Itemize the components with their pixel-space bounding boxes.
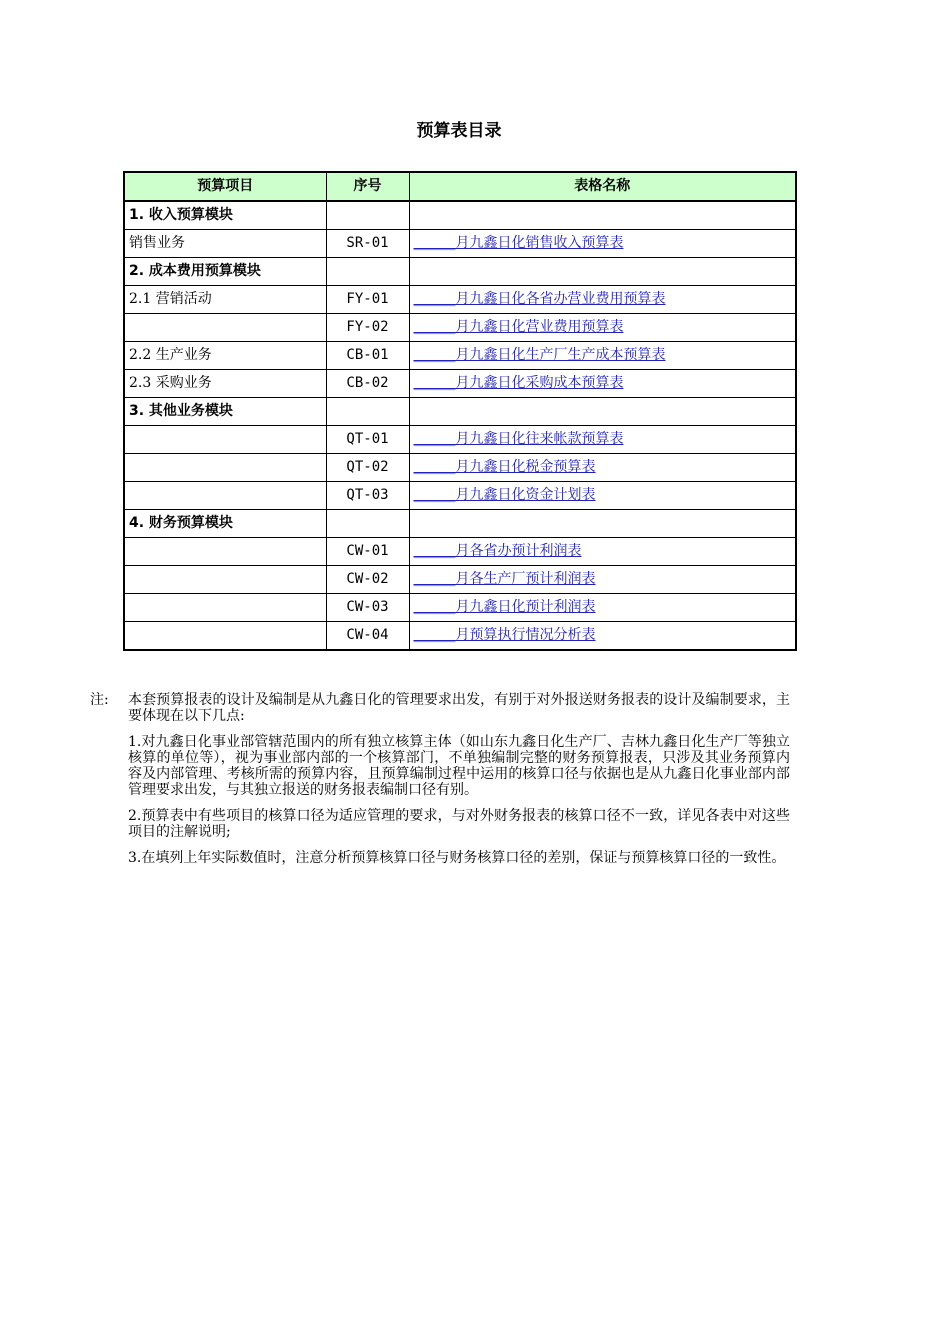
- notes-body: [128, 692, 790, 866]
- sheet-link[interactable]: [414, 571, 596, 587]
- sheet-name-cell: [409, 510, 796, 538]
- item-label: 2.1 营销活动: [124, 286, 326, 314]
- module-title: 4. 财务预算模块: [124, 510, 326, 538]
- table-row: [124, 566, 796, 594]
- table-row: [124, 286, 796, 314]
- table-row: [124, 482, 796, 510]
- item-label: 2.2 生产业务: [124, 342, 326, 370]
- sheet-name-cell: [409, 454, 796, 482]
- link-blank-prefix: ______: [413, 319, 456, 335]
- notes-point: 3.在填列上年实际数值时，注意分析预算核算口径与财务核算口径的差别，保证与预算核算口径的一致性。: [128, 850, 786, 866]
- link-blank-prefix: ______: [413, 543, 456, 559]
- link-blank-prefix: ______: [413, 291, 456, 307]
- budget-index-table: [123, 171, 797, 651]
- table-row: [124, 538, 796, 566]
- item-code: CW-03: [326, 594, 409, 622]
- item-code: CW-02: [326, 566, 409, 594]
- header-item: 预算项目: [124, 172, 326, 201]
- item-code: FY-02: [326, 314, 409, 342]
- item-code: CW-01: [326, 538, 409, 566]
- item-label: [124, 594, 326, 622]
- sheet-name-cell: [409, 201, 796, 230]
- notes-intro: 本套预算报表的设计及编制是从九鑫日化的管理要求出发，有别于对外报送财务报表的设计及编制要求，主要体现在以下几点:: [128, 692, 790, 724]
- module-row: [124, 258, 796, 286]
- item-code: [326, 398, 409, 426]
- table-row: [124, 594, 796, 622]
- sheet-link[interactable]: [414, 375, 624, 391]
- sheet-link[interactable]: [414, 599, 596, 615]
- item-code: CB-02: [326, 370, 409, 398]
- sheet-name-cell: [409, 258, 796, 286]
- sheet-link[interactable]: [414, 543, 582, 559]
- table-row: [124, 342, 796, 370]
- sheet-link-label: 月九鑫日化税金预算表: [455, 459, 596, 475]
- item-label: [124, 566, 326, 594]
- item-label: 2.3 采购业务: [124, 370, 326, 398]
- sheet-link-label: 月九鑫日化预计利润表: [455, 599, 596, 615]
- sheet-name-cell: [409, 398, 796, 426]
- notes-label: 注:: [90, 692, 109, 708]
- item-code: QT-03: [326, 482, 409, 510]
- table-row: [124, 370, 796, 398]
- table-row: [124, 230, 796, 258]
- sheet-link-label: 月九鑫日化各省办营业费用预算表: [455, 291, 666, 307]
- page-title: 预算表目录: [416, 121, 502, 141]
- item-code: [326, 201, 409, 230]
- sheet-name-cell: [409, 370, 796, 398]
- sheet-link-label: 月九鑫日化采购成本预算表: [455, 375, 624, 391]
- link-blank-prefix: ______: [413, 459, 456, 475]
- notes-point: 1.对九鑫日化事业部管辖范围内的所有独立核算主体（如山东九鑫日化生产厂、吉林九鑫日化生产厂等独立核算的单位等），视为事业部内部的一个核算部门，不单独编制完整的财务预算报表，只涉及其业务预算内容及内部管理、考核所需的预算内容，且预算编制过程中运用的核算口径与依据也是从九鑫日化事业部内部管理要求出发，与其独立报送的财务报表编制口径有别。: [128, 734, 790, 798]
- table-row: [124, 426, 796, 454]
- item-code: CW-04: [326, 622, 409, 651]
- sheet-name-cell: [409, 594, 796, 622]
- sheet-name-cell: [409, 426, 796, 454]
- table-row: [124, 454, 796, 482]
- sheet-name-cell: [409, 538, 796, 566]
- item-code: SR-01: [326, 230, 409, 258]
- notes-point: 2.预算表中有些项目的核算口径为适应管理的要求，与对外财务报表的核算口径不一致，详见各表中对这些项目的注解说明;: [128, 808, 790, 840]
- sheet-link[interactable]: [414, 487, 596, 503]
- item-label: [124, 482, 326, 510]
- sheet-link-label: 月九鑫日化生产厂生产成本预算表: [455, 347, 666, 363]
- link-blank-prefix: ______: [413, 235, 456, 251]
- item-code: [326, 510, 409, 538]
- link-blank-prefix: ______: [413, 347, 456, 363]
- sheet-name-cell: [409, 314, 796, 342]
- module-row: [124, 398, 796, 426]
- header-code: 序号: [326, 172, 409, 201]
- sheet-link-label: 月九鑫日化销售收入预算表: [455, 235, 624, 251]
- sheet-name-cell: [409, 286, 796, 314]
- sheet-link[interactable]: [414, 431, 624, 447]
- sheet-link-label: 月九鑫日化资金计划表: [455, 487, 596, 503]
- sheet-link[interactable]: [414, 459, 596, 475]
- link-blank-prefix: ______: [413, 431, 456, 447]
- notes-section: [90, 692, 790, 876]
- item-code: CB-01: [326, 342, 409, 370]
- sheet-name-cell: [409, 622, 796, 651]
- item-label: [124, 314, 326, 342]
- item-code: FY-01: [326, 286, 409, 314]
- link-blank-prefix: ______: [413, 627, 456, 643]
- item-label: [124, 454, 326, 482]
- header-name: 表格名称: [409, 172, 796, 201]
- table-row: [124, 314, 796, 342]
- sheet-link-label: 月各生产厂预计利润表: [455, 571, 596, 587]
- sheet-link-label: 月预算执行情况分析表: [455, 627, 596, 643]
- table-row: [124, 622, 796, 651]
- sheet-link[interactable]: [414, 319, 624, 335]
- module-row: [124, 201, 796, 230]
- module-row: [124, 510, 796, 538]
- sheet-link[interactable]: [414, 235, 624, 251]
- item-code: QT-01: [326, 426, 409, 454]
- sheet-link-label: 月各省办预计利润表: [455, 543, 582, 559]
- item-label: [124, 538, 326, 566]
- module-title: 1. 收入预算模块: [124, 201, 326, 230]
- table-header-row: [124, 172, 796, 201]
- link-blank-prefix: ______: [413, 571, 456, 587]
- link-blank-prefix: ______: [413, 487, 456, 503]
- sheet-name-cell: [409, 230, 796, 258]
- item-label: [124, 426, 326, 454]
- sheet-link-label: 月九鑫日化营业费用预算表: [455, 319, 624, 335]
- sheet-name-cell: [409, 482, 796, 510]
- item-label: 销售业务: [124, 230, 326, 258]
- sheet-name-cell: [409, 566, 796, 594]
- link-blank-prefix: ______: [413, 375, 456, 391]
- sheet-name-cell: [409, 342, 796, 370]
- sheet-link[interactable]: [414, 291, 666, 307]
- item-code: [326, 258, 409, 286]
- item-code: QT-02: [326, 454, 409, 482]
- module-title: 3. 其他业务模块: [124, 398, 326, 426]
- sheet-link-label: 月九鑫日化往来帐款预算表: [455, 431, 624, 447]
- item-label: [124, 622, 326, 651]
- link-blank-prefix: ______: [413, 599, 456, 615]
- sheet-link[interactable]: [414, 627, 596, 643]
- module-title: 2. 成本费用预算模块: [124, 258, 326, 286]
- sheet-link[interactable]: [414, 347, 666, 363]
